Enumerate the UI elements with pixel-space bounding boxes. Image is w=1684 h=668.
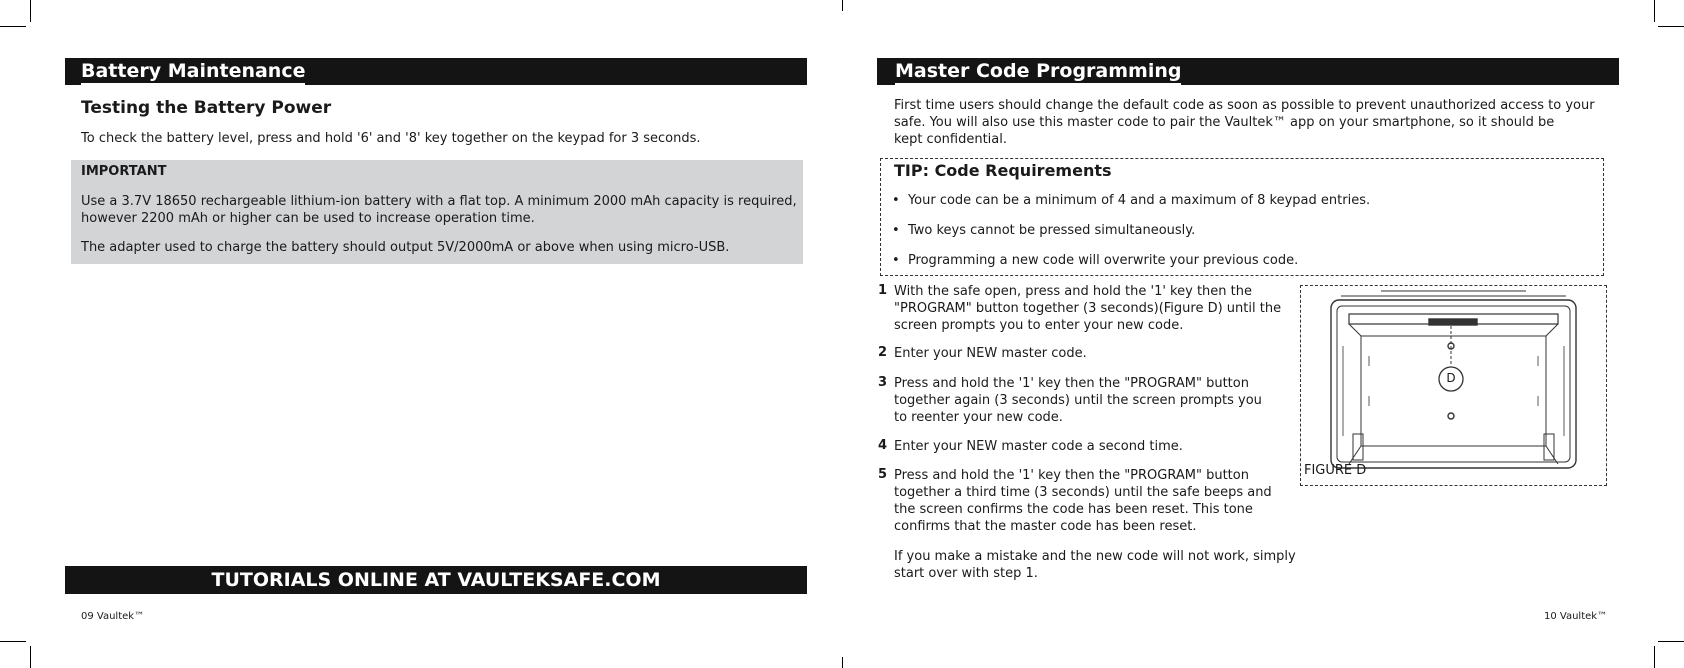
- tip-title: TIP: Code Requirements: [894, 161, 1112, 180]
- section-header-battery: [65, 58, 807, 85]
- step-text: together a third time (3 seconds) until the safe beeps and: [894, 485, 1272, 500]
- crop-mark: [0, 26, 26, 27]
- important-text: however 2200 mAh or higher can be used to increase operation time.: [81, 211, 535, 226]
- closing-text: start over with step 1.: [894, 566, 1038, 581]
- crop-mark: [0, 641, 26, 642]
- crop-mark: [1654, 646, 1655, 668]
- step-text: confirms that the master code has been reset.: [894, 519, 1197, 534]
- crop-mark: [842, 657, 843, 668]
- step-number: 2: [878, 345, 888, 360]
- intro-text: First time users should change the default code as soon as possible to prevent unauthorized access to your: [894, 98, 1595, 113]
- crop-mark: [1658, 641, 1684, 642]
- figure-d-box: [1300, 285, 1607, 486]
- tip-item: • Two keys cannot be pressed simultaneously.: [892, 223, 1196, 238]
- check-battery-text: To check the battery level, press and hold '6' and '8' key together on the keypad for 3 seconds.: [81, 131, 701, 146]
- intro-text: kept confidential.: [894, 132, 1007, 147]
- important-label: IMPORTANT: [81, 164, 167, 179]
- step-text: to reenter your new code.: [894, 410, 1063, 425]
- step-number: 1: [878, 283, 888, 298]
- tip-item: • Your code can be a minimum of 4 and a maximum of 8 keypad entries.: [892, 193, 1371, 208]
- step-text: With the safe open, press and hold the '1' key then the: [894, 284, 1252, 299]
- section-title: Battery Maintenance: [81, 60, 305, 85]
- tip-item: • Programming a new code will overwrite your previous code.: [892, 253, 1299, 268]
- page-number-right: 10 Vaultek™: [1544, 611, 1608, 622]
- footer-banner-text: TUTORIALS ONLINE AT VAULTEKSAFE.COM: [211, 569, 661, 591]
- crop-mark: [1654, 0, 1655, 22]
- step-text: Press and hold the '1' key then the "PROGRAM" button: [894, 376, 1249, 391]
- crop-mark: [30, 646, 31, 668]
- figure-label: FIGURE D: [1304, 463, 1367, 478]
- section-header-master-code: [877, 58, 1619, 85]
- step-text: Enter your NEW master code.: [894, 346, 1087, 361]
- step-number: 4: [878, 438, 888, 453]
- closing-text: If you make a mistake and the new code will not work, simply: [894, 549, 1296, 564]
- crop-mark: [1658, 26, 1684, 27]
- important-text: Use a 3.7V 18650 rechargeable lithium-ion battery with a flat top. A minimum 2000 mAh capacity is required,: [81, 194, 797, 209]
- safe-illustration: [1301, 286, 1606, 485]
- step-number: 3: [878, 375, 888, 390]
- page-number-left: 09 Vaultek™: [81, 611, 145, 622]
- step-text: screen prompts you to enter your new code.: [894, 318, 1184, 333]
- step-text: Enter your NEW master code a second time.: [894, 439, 1183, 454]
- intro-text: safe. You will also use this master code to pair the Vaultek™ app on your smartphone, so it should be: [894, 115, 1555, 130]
- section-title: Master Code Programming: [895, 60, 1181, 85]
- step-number: 5: [878, 467, 888, 482]
- crop-mark: [842, 0, 843, 11]
- step-text: together again (3 seconds) until the screen prompts you: [894, 393, 1262, 408]
- subheading: Testing the Battery Power: [81, 98, 332, 118]
- footer-banner: [65, 566, 807, 594]
- step-text: Press and hold the '1' key then the "PROGRAM" button: [894, 468, 1249, 483]
- important-text: The adapter used to charge the battery should output 5V/2000mA or above when using micro-USB.: [81, 240, 730, 255]
- step-text: "PROGRAM" button together (3 seconds)(Figure D) until the: [894, 301, 1282, 316]
- step-text: the screen confirms the code has been reset. This tone: [894, 502, 1253, 517]
- crop-mark: [30, 0, 31, 22]
- figure-callout: D: [1446, 371, 1456, 385]
